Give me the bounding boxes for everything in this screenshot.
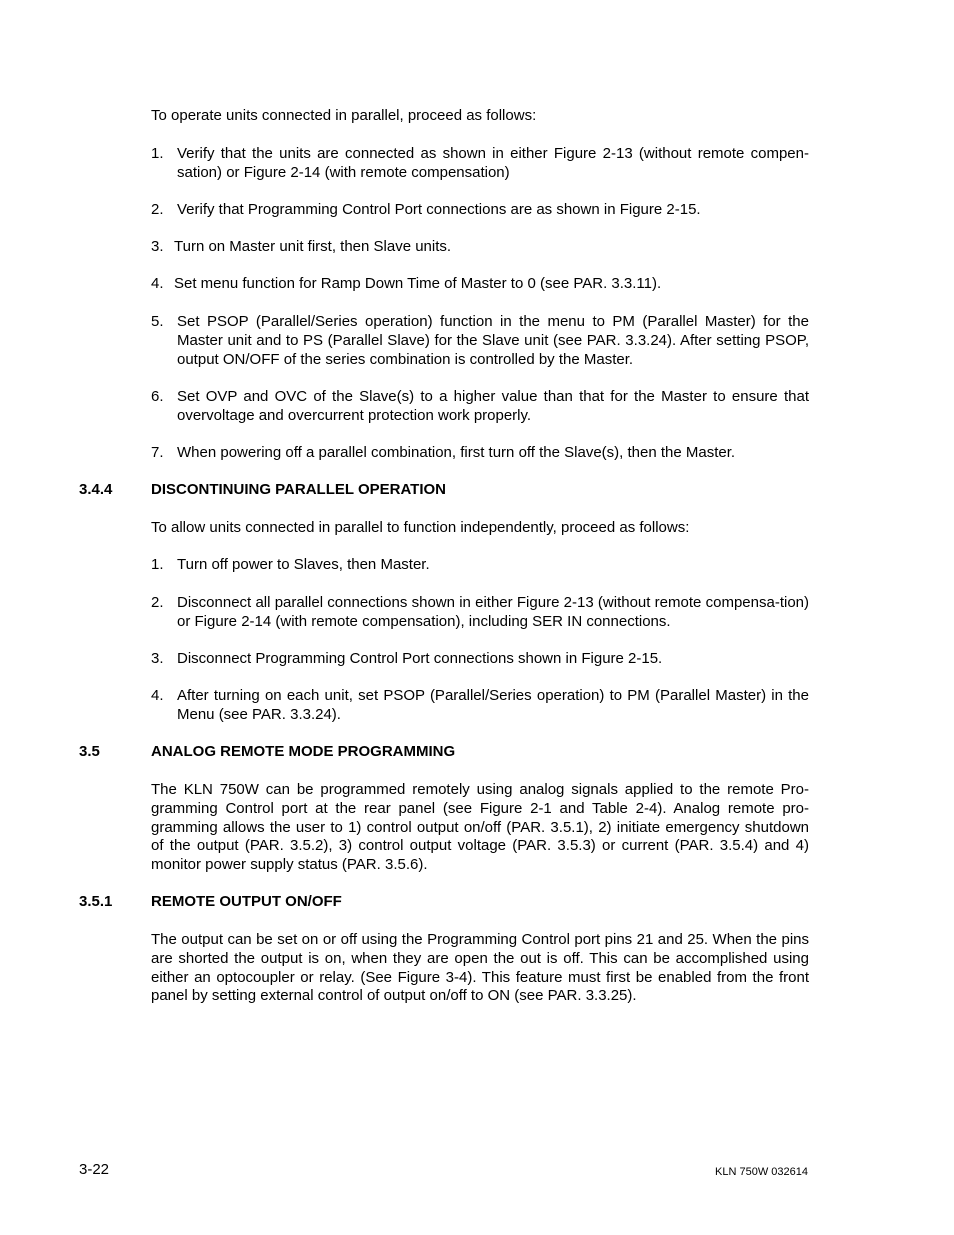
list-text: Set PSOP (Parallel/Series operation) function in the menu to PM (Parallel Master) for the Master unit and to PS (Parallel Slave) for the Slave unit (see PAR. 3.3.24). After setting PSOP, output ON/OFF of the series combination is controlled by the Master. <box>177 313 809 368</box>
document-id: KLN 750W 032614 <box>715 1166 808 1178</box>
section-intro: To allow units connected in parallel to function independently, proceed as follows: <box>151 519 690 536</box>
list-text: After turning on each unit, set PSOP (Parallel/Series operation) to PM (Parallel Master) in the Menu (see PAR. 3.3.24). <box>177 687 809 723</box>
page-number: 3-22 <box>79 1161 110 1178</box>
section-number: 3.5.1 <box>79 893 113 910</box>
list-text: Disconnect Programming Control Port connections shown in Figure 2-15. <box>177 650 663 667</box>
list-text: Set menu function for Ramp Down Time of Master to 0 (see PAR. 3.3.11). <box>174 275 662 292</box>
list-number: 7. <box>151 444 164 461</box>
list-text: When powering off a parallel combination, first turn off the Slave(s), then the Master. <box>177 444 736 461</box>
list-number: 4. <box>151 687 164 704</box>
list-text: Verify that Programming Control Port connections are as shown in Figure 2-15. <box>177 201 701 218</box>
list-number: 2. <box>151 594 164 611</box>
section-body: The output can be set on or off using the Programming Control port pins 21 and 25. When the pins are shorted the output is on, when they are open the out is off. This can be accomplished using either an optocoupler or relay. (See Figure 3-4). This feature must first be enabled from the front panel by setting external control of output on/off to ON (see PAR. 3.3.25). <box>151 931 809 1005</box>
list-item <box>151 594 809 632</box>
section-heading-3-5-1 <box>79 893 342 912</box>
list-number: 3. <box>151 650 164 667</box>
section-title: REMOTE OUTPUT ON/OFF <box>151 893 342 910</box>
list-item <box>151 145 809 183</box>
list-text: Verify that the units are connected as shown in either Figure 2-13 (without remote compen-sation) or Figure 2-14 (with remote compensation) <box>177 145 809 181</box>
list-text: Turn on Master unit first, then Slave units. <box>174 238 452 255</box>
section-body: The KLN 750W can be programmed remotely using analog signals applied to the remote Pro-gramming Control port at the rear panel (see Figure 2-1 and Table 2-4). Analog remote pro-gramming allows the user to 1) control output on/off (PAR. 3.5.1), 2) initiate emergency shutdown of the output (PAR. 3.5.2), 3) control output voltage (PAR. 3.5.3) or current (PAR. 3.5.4) and 4) monitor power supply status (PAR. 3.5.6). <box>151 781 809 874</box>
list-item <box>151 687 809 725</box>
list-item <box>151 238 809 257</box>
list-text: Turn off power to Slaves, then Master. <box>177 556 430 573</box>
list-item <box>151 650 809 669</box>
section-number: 3.5 <box>79 743 100 760</box>
section-number: 3.4.4 <box>79 481 113 498</box>
list-item <box>151 275 809 294</box>
list-item <box>151 388 809 426</box>
list-number: 5. <box>151 313 164 330</box>
list-item <box>151 313 809 369</box>
section-heading-3-5 <box>79 743 455 762</box>
section-title: DISCONTINUING PARALLEL OPERATION <box>151 481 447 498</box>
intro-paragraph: To operate units connected in parallel, proceed as follows: <box>151 107 537 124</box>
list-number: 1. <box>151 145 164 162</box>
list-number: 1. <box>151 556 164 573</box>
section-heading-3-4-4 <box>79 481 446 500</box>
section-title: ANALOG REMOTE MODE PROGRAMMING <box>151 743 456 760</box>
list-text: Set OVP and OVC of the Slave(s) to a higher value than that for the Master to ensure that overvoltage and overcurrent protection work properly. <box>177 388 809 424</box>
list-number: 4. <box>151 275 164 292</box>
list-number: 6. <box>151 388 164 405</box>
list-number: 3. <box>151 238 164 255</box>
list-number: 2. <box>151 201 164 218</box>
list-item <box>151 201 809 220</box>
list-text: Disconnect all parallel connections shown in either Figure 2-13 (without remote compensa-tion) or Figure 2-14 (with remote compensation), including SER IN connections. <box>177 594 809 630</box>
list-item <box>151 556 809 575</box>
list-item <box>151 444 809 463</box>
